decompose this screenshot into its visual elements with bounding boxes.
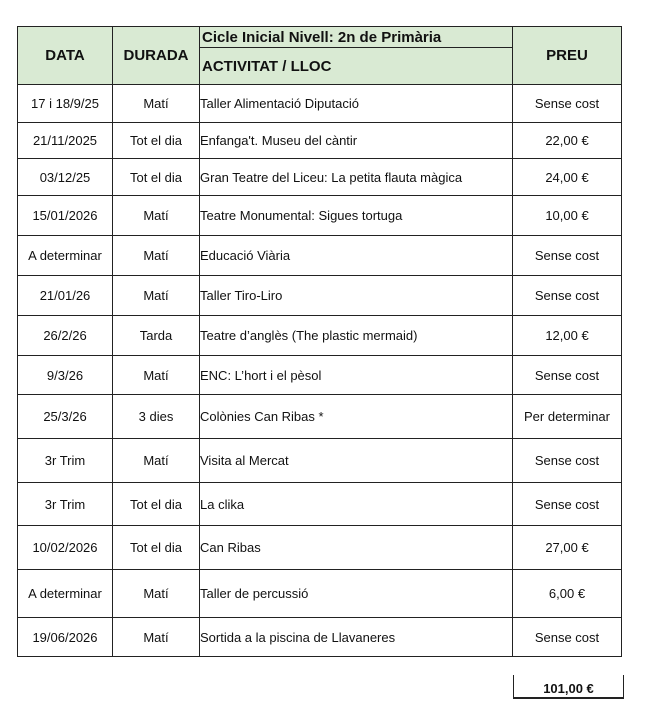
cell-data: 17 i 18/9/25: [18, 85, 113, 123]
cell-preu: Sense cost: [513, 85, 622, 123]
cell-durada: Matí: [113, 196, 200, 236]
table-row: [18, 316, 622, 356]
cell-durada: Matí: [113, 618, 200, 657]
cell-durada: Matí: [113, 85, 200, 123]
header-preu: PREU: [513, 27, 622, 85]
activities-table: [17, 26, 622, 657]
cell-durada: Matí: [113, 356, 200, 395]
cell-activitat: Enfanga't. Museu del càntir: [200, 123, 513, 159]
cell-preu: Sense cost: [513, 276, 622, 316]
table-row: [18, 618, 622, 657]
cell-data: 03/12/25: [18, 159, 113, 196]
cell-durada: Matí: [113, 570, 200, 618]
cell-data: 21/11/2025: [18, 123, 113, 159]
cell-preu: Sense cost: [513, 236, 622, 276]
cell-activitat: Teatre d’anglès (The plastic mermaid): [200, 316, 513, 356]
header-cycle: Cicle Inicial Nivell: 2n de Primària: [200, 27, 513, 48]
cell-data: 9/3/26: [18, 356, 113, 395]
cell-activitat: Taller Tiro-Liro: [200, 276, 513, 316]
cell-preu: 22,00 €: [513, 123, 622, 159]
cell-data: 10/02/2026: [18, 526, 113, 570]
cell-durada: Tot el dia: [113, 123, 200, 159]
table-row: [18, 236, 622, 276]
table-row: [18, 85, 622, 123]
cell-data: 26/2/26: [18, 316, 113, 356]
cell-activitat: Visita al Mercat: [200, 439, 513, 483]
cell-preu: 6,00 €: [513, 570, 622, 618]
cell-activitat: Can Ribas: [200, 526, 513, 570]
cell-data: 25/3/26: [18, 395, 113, 439]
cell-activitat: ENC: L’hort i el pèsol: [200, 356, 513, 395]
cell-durada: Tot el dia: [113, 483, 200, 526]
cell-durada: 3 dies: [113, 395, 200, 439]
cell-preu: 27,00 €: [513, 526, 622, 570]
cell-preu: 12,00 €: [513, 316, 622, 356]
cell-durada: Tarda: [113, 316, 200, 356]
cell-durada: Tot el dia: [113, 159, 200, 196]
table-row: [18, 356, 622, 395]
cell-durada: Matí: [113, 439, 200, 483]
cell-activitat: Taller Alimentació Diputació: [200, 85, 513, 123]
table-row: [18, 159, 622, 196]
cell-preu: Sense cost: [513, 483, 622, 526]
cell-data: 3r Trim: [18, 483, 113, 526]
cell-durada: Matí: [113, 236, 200, 276]
table-row: [18, 439, 622, 483]
cell-data: 3r Trim: [18, 439, 113, 483]
cell-durada: Tot el dia: [113, 526, 200, 570]
header-activitat: ACTIVITAT / LLOC: [200, 48, 513, 85]
cell-data: A determinar: [18, 570, 113, 618]
cell-preu: Per determinar: [513, 395, 622, 439]
table-row: [18, 395, 622, 439]
cell-activitat: Taller de percussió: [200, 570, 513, 618]
cell-activitat: Gran Teatre del Liceu: La petita flauta màgica: [200, 159, 513, 196]
table-row: [18, 123, 622, 159]
cell-preu: 24,00 €: [513, 159, 622, 196]
total-price: 101,00 €: [513, 675, 624, 699]
cell-activitat: Colònies Can Ribas *: [200, 395, 513, 439]
header-data: DATA: [18, 27, 113, 85]
cell-data: A determinar: [18, 236, 113, 276]
cell-activitat: Educació Viària: [200, 236, 513, 276]
cell-data: 21/01/26: [18, 276, 113, 316]
table-row: [18, 483, 622, 526]
cell-preu: Sense cost: [513, 356, 622, 395]
header-durada: DURADA: [113, 27, 200, 85]
table-row: [18, 570, 622, 618]
table-row: [18, 276, 622, 316]
cell-preu: Sense cost: [513, 618, 622, 657]
cell-activitat: La clika: [200, 483, 513, 526]
cell-durada: Matí: [113, 276, 200, 316]
table-row: [18, 526, 622, 570]
cell-data: 19/06/2026: [18, 618, 113, 657]
cell-activitat: Sortida a la piscina de Llavaneres: [200, 618, 513, 657]
cell-data: 15/01/2026: [18, 196, 113, 236]
cell-activitat: Teatre Monumental: Sigues tortuga: [200, 196, 513, 236]
cell-preu: Sense cost: [513, 439, 622, 483]
table-row: [18, 196, 622, 236]
cell-preu: 10,00 €: [513, 196, 622, 236]
